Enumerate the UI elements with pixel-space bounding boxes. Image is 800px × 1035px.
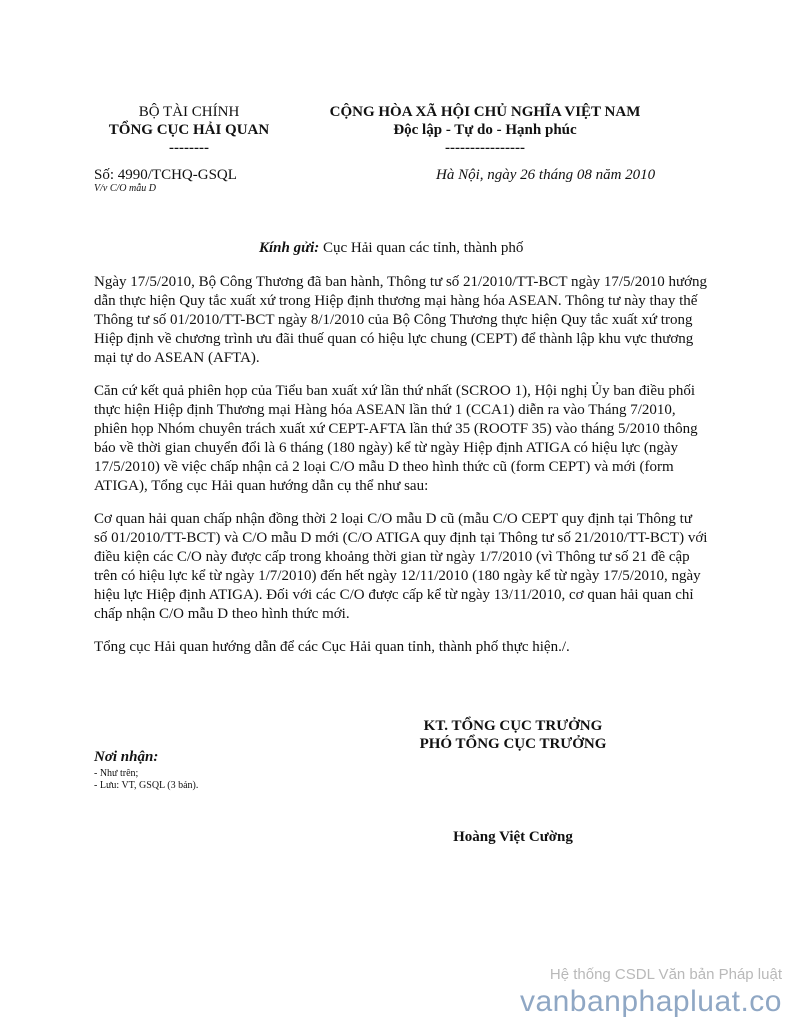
body-paragraph-1: Ngày 17/5/2010, Bộ Công Thương đã ban hành, Thông tư số 21/2010/TT-BCT ngày 17/5/2010 hướng dẫn thực hiện Quy tắc xuất xứ trong Hiệp định thương mại hàng hóa ASEAN. Thông tư này thay thế Thông tư số 01/2010/TT-BCT ngày 8/1/2010 của Bộ Công Thương thực hiện Quy tắc xuất xứ trong Hiệp định về chương trình ưu đãi thuế quan có hiệu lực chung (CEPT) để thành lập khu vực thương mại tự do ASEAN (AFTA).: [94, 274, 708, 366]
addressee: [259, 239, 523, 257]
nation-name: CỘNG HÒA XÃ HỘI CHỦ NGHĨA VIỆT NAM: [329, 104, 641, 120]
recipients-title: Nơi nhận:: [94, 749, 159, 765]
body-paragraph-4: Tổng cục Hải quan hướng dẫn để các Cục Hải quan tỉnh, thành phố thực hiện./.: [94, 639, 570, 655]
ministry-name: BỘ TÀI CHÍNH: [138, 104, 240, 120]
body-paragraph-2: Căn cứ kết quả phiên họp của Tiểu ban xuất xứ lần thứ nhất (SCROO 1), Hội nghị Ủy ban điều phối thực hiện Hiệp định Thương mại Hàng hóa ASEAN lần thứ 1 (CCA1) diễn ra vào Tháng 7/2010, phiên họp Nhóm chuyên trách xuất xứ CEPT-AFTA lần thứ 35 (ROOTF 35) vào tháng 5/2010 thông báo về thời gian chuyển đổi là 6 tháng (180 ngày) kể từ ngày Hiệp định ATIGA có hiệu lực (ngày 17/5/2010) về việc chấp nhận cả 2 loại C/O mẫu D theo hình thức cũ (form CEPT) và mới (form ATIGA), Tổng cục Hải quan hướng dẫn cụ thể như sau:: [94, 383, 698, 494]
addressee-label: Kính gửi:: [259, 240, 320, 256]
addressee-value: Cục Hải quan các tỉnh, thành phố: [323, 240, 524, 256]
recipient-item: - Lưu: VT, GSQL (3 bản).: [94, 780, 199, 791]
document-subject: V/v C/O mẫu D: [94, 183, 156, 194]
signer-name: Hoàng Việt Cường: [453, 829, 573, 845]
national-heading: [302, 103, 668, 157]
header-left-divider: --------: [169, 140, 209, 156]
national-motto: Độc lập - Tự do - Hạnh phúc: [393, 122, 577, 138]
watermark-site: vanbanphapluat.co: [519, 985, 782, 1018]
signature-title-2: PHÓ TỔNG CỤC TRƯỞNG: [419, 736, 607, 752]
agency-name: TỔNG CỤC HẢI QUAN: [108, 122, 270, 138]
header-right-divider: ----------------: [445, 140, 525, 156]
watermark-caption: Hệ thống CSDL Văn bản Pháp luật: [549, 966, 782, 983]
signature-block: [398, 717, 628, 753]
body-paragraph-3: Cơ quan hải quan chấp nhận đồng thời 2 loại C/O mẫu D cũ (mẫu C/O CEPT quy định tại Thông tư số 01/2010/TT-BCT) và C/O mẫu D mới (C/O ATIGA quy định tại Thông tư số 21/2010/TT-BCT) với điều kiện các C/O này được cấp trong khoảng thời gian từ ngày 1/7/2010 (vì Thông tư số 21 đề cập trên có hiệu lực kể từ ngày 1/7/2010) đến hết ngày 12/11/2010 (180 ngày kể từ ngày 17/5/2010, ngày hiệu lực Hiệp định ATIGA). Đối với các C/O được cấp kể từ ngày 13/11/2010, cơ quan hải quan chỉ chấp nhận C/O mẫu D theo hình thức mới.: [94, 511, 708, 622]
recipient-item: - Như trên;: [94, 768, 139, 779]
issuing-authority: [94, 103, 284, 157]
place-date: Hà Nội, ngày 26 tháng 08 năm 2010: [436, 167, 656, 183]
recipients: [94, 748, 198, 792]
signature-title-1: KT. TỔNG CỤC TRƯỞNG: [423, 718, 603, 734]
document-number: Số: 4990/TCHQ-GSQL: [94, 167, 237, 183]
